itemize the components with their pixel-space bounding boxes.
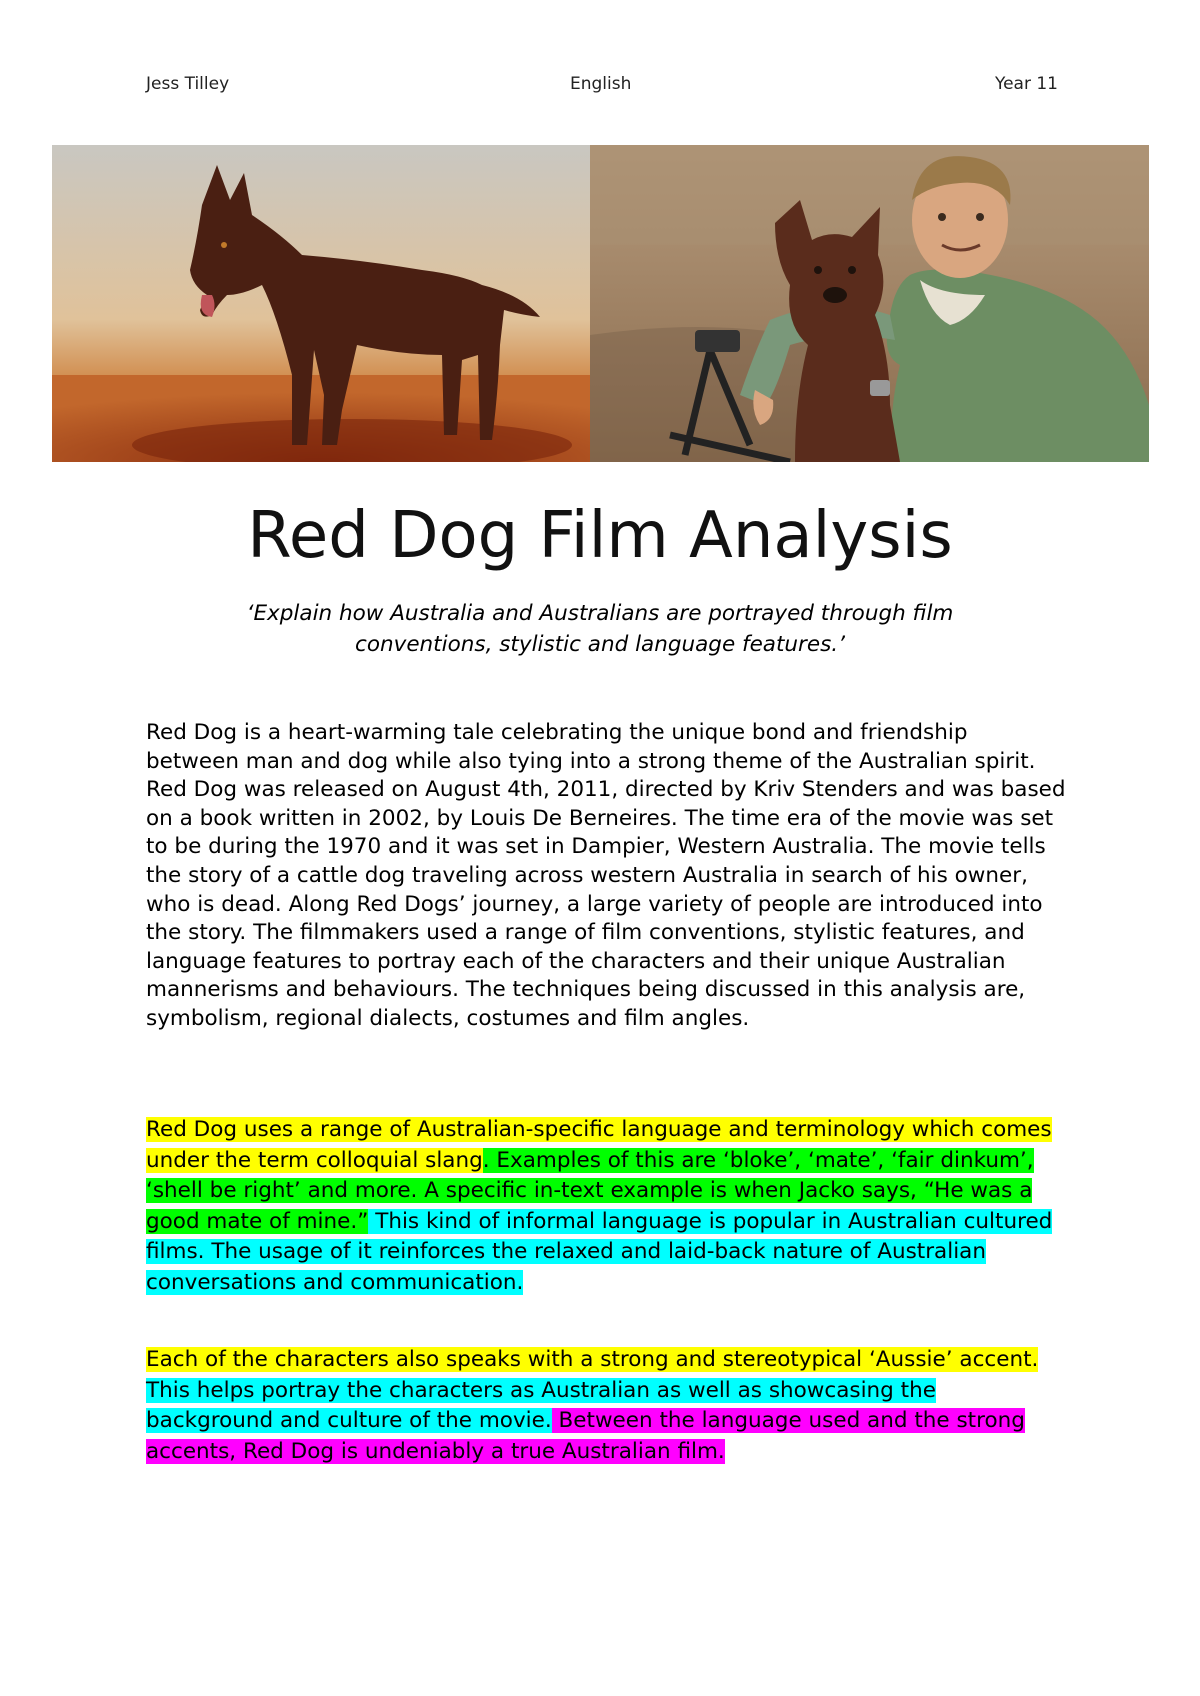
slang-point-highlight: Red Dog uses a range of Australian-specific language and terminology which comes under the term colloquial slang (146, 1117, 1052, 1173)
man-with-red-dog-photo (590, 145, 1149, 462)
slang-explanation-highlight: This kind of informal language is popular in Australian cultured films. The usage of it reinforces the relaxed and laid-back nature of Australian conversations and communication. (146, 1208, 1053, 1295)
accent-link-highlight: Between the language used and the strong accents, Red Dog is undeniably a true Australian film. (146, 1408, 1025, 1464)
accent-paragraph (146, 1345, 1066, 1467)
intro-paragraph: Red Dog is a heart-warming tale celebrating the unique bond and friendship between man and dog while also tying into a strong theme of the Australian spirit. Red Dog was released on August 4th, 2011, directed by Kriv Stenders and was based on a book written in 2002, by Louis De Berneires. The time era of the movie was set to be during the 1970 and it was set in Dampier, Western Australia. The movie tells the story of a cattle dog traveling across western Australia in search of his owner, who is dead. Along Red Dogs’ journey, a large variety of people are introduced into the story. The filmmakers used a range of film conventions, stylistic features, and language features to portray each of the characters and their unique Australian mannerisms and behaviours. The techniques being discussed in this analysis are, symbolism, regional dialects, costumes and film angles. (146, 720, 1066, 1031)
year-level: Year 11 (994, 74, 1058, 94)
accent-explanation-highlight: This helps portray the characters as Australian as well as showcasing the background and culture of the movie. (146, 1377, 936, 1433)
page-header (146, 74, 1058, 100)
banner-images (52, 145, 1149, 462)
essay-prompt: ‘Explain how Australia and Australians are portrayed through film conventions, stylistic and language features.’ (246, 601, 954, 657)
accent-point-highlight: Each of the characters also speaks with a strong and stereotypical ‘Aussie’ accent. (146, 1347, 1039, 1372)
slang-paragraph (146, 1115, 1066, 1298)
author-name: Jess Tilley (146, 74, 230, 94)
subject-name: English (570, 74, 632, 94)
slang-evidence-highlight: . Examples of this are ‘bloke’, ‘mate’, ‘fair dinkum’, ‘shell be right’ and more. A specific in-text example is when Jacko says, “He was a good mate of mine.” (146, 1147, 1034, 1234)
page-title: Red Dog Film Analysis (247, 499, 953, 573)
red-dog-standing-photo (52, 145, 590, 462)
